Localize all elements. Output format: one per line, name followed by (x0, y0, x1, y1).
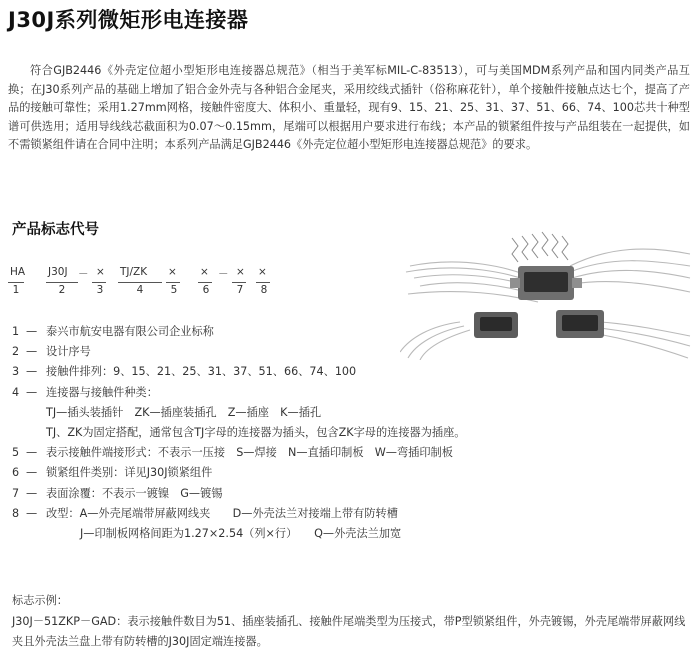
legend-subitem (12, 524, 692, 544)
code-underline (92, 282, 106, 283)
legend-item: 2 — 设计序号 (12, 342, 692, 362)
legend-item: 4 — 连接器与接触件种类： (12, 383, 692, 403)
legend-text: J—印制板网格间距为1.27×2.54（列×行） Q—外壳法兰加宽 (80, 526, 402, 540)
legend-text: 连接器与接触件种类： (46, 385, 158, 399)
code-part-x2: × (168, 266, 177, 278)
legend-text: 表示接触件端接形式：不表示一压接 S—焊接 N—直插印制板 W—弯插印制板 (46, 446, 453, 460)
page-title: J30J系列微矩形电连接器 (8, 8, 249, 32)
legend-number: 6 (12, 466, 20, 480)
legend-number: 2 (12, 345, 20, 359)
code-part-x4: × (236, 266, 245, 278)
code-index: 1 (12, 284, 20, 296)
code-underline (198, 282, 212, 283)
code-index: 7 (236, 284, 244, 296)
code-part-ha: HA (10, 266, 26, 278)
legend-text: 接触件排列：9、15、21、25、31、37、51、66、74、100 (46, 365, 357, 379)
legend-item: 6 — 锁紧组件类别：详见J30J锁紧组件 (12, 463, 692, 483)
code-underline (232, 282, 246, 283)
legend-text: 泰兴市航安电器有限公司企业标称 (46, 325, 214, 338)
legend-text: 表面涂覆：不表示一镀镍 G—镀锡 (46, 486, 223, 500)
code-part-x1: × (96, 266, 105, 278)
legend-number: 1 (12, 325, 20, 338)
code-part-x5: × (258, 266, 267, 278)
legend-number: 4 (12, 385, 20, 399)
section-title: 产品标志代号 (12, 222, 99, 238)
legend-number: 7 (12, 486, 20, 500)
legend-number: 8 (12, 506, 20, 520)
code-underline (8, 282, 24, 283)
legend-number: 5 (12, 446, 20, 460)
code-index: 8 (260, 284, 268, 296)
code-underline (46, 282, 78, 283)
code-index: 2 (58, 284, 66, 296)
code-underline (166, 282, 180, 283)
code-index: 6 (202, 284, 210, 296)
intro-paragraph: 符合GJB2446《外壳定位超小型矩形电连接器总规范》（相当于美军标MIL-C-83513），可与美国MDM系列产品和国内同类产品互换；在J30系列产品的基础上增加了铝合金外壳与各种铝合金尾夹，采用绞线式插针（俗称麻花针），单个接触件接触点达七个，提高了产品的接触可靠性；采用1.27mm网格，接触件密度大、体积小、重量轻，现有9、15、21、25、31、37、51、66、74、100芯共十种型谱可供选用；适用导线线芯截面积为0.07～0.15mm，尾端可以根据用户要求进行布线；本产品的锁紧组件按与产品组装在一起提供，如不需锁紧组件请在合同中注明；本系列产品满足GJB2446《外壳定位超小型矩形电连接器总规范》的要求。 (8, 64, 690, 152)
legend-text: 改型：A—外壳尾端带屏蔽网线夹 D—外壳法兰对接端上带有防转槽 (46, 506, 398, 520)
code-part-x3: × (200, 266, 209, 278)
example-paragraph: J30J－51ZKP－GAD：表示接触件数目为51、插座装插孔、接触件尾端类型为压接式，带P型锁紧组件，外壳镀锡，外壳尾端带屏蔽网线夹且外壳法兰盘上带有防转槽的J30J固定端连接器。 (12, 615, 686, 648)
code-diagram (8, 266, 278, 300)
legend-number: 3 (12, 365, 20, 379)
code-part-dash2: － (218, 268, 229, 280)
legend-subitem (12, 403, 692, 423)
legend-subitem (12, 423, 692, 443)
legend-item: 3 — 接触件排列：9、15、21、25、31、37、51、66、74、100 (12, 362, 692, 382)
legend-text: 设计序号 (46, 345, 91, 359)
code-legend (12, 322, 692, 544)
legend-item: 5 — 表示接触件端接形式：不表示一压接 S—焊接 N—直插印制板 W—弯插印制板 (12, 443, 692, 463)
code-index: 5 (170, 284, 178, 296)
legend-item: 8 — 改型：A—外壳尾端带屏蔽网线夹 D—外壳法兰对接端上带有防转槽 (12, 504, 692, 524)
legend-item: 1 — 泰兴市航安电器有限公司企业标称 (12, 322, 692, 342)
code-part-tjzk: TJ/ZK (120, 266, 148, 278)
intro-section (8, 62, 690, 155)
code-underline (118, 282, 162, 283)
code-part-j30j: J30J (48, 266, 68, 278)
legend-text: TJ—插头装插针 ZK—插座装插孔 Z—插座 K—插孔 (46, 405, 322, 419)
legend-text: TJ、ZK为固定搭配，通常包含TJ字母的连接器为插头，包含ZK字母的连接器为插座。 (46, 425, 466, 439)
example-heading: 标志示例： (12, 594, 68, 607)
legend-item: 7 — 表面涂覆：不表示一镀镍 G—镀锡 (12, 484, 692, 504)
code-index: 3 (96, 284, 104, 296)
code-underline (256, 282, 270, 283)
code-part-dash1: － (78, 268, 89, 280)
code-index: 4 (136, 284, 144, 296)
legend-text: 锁紧组件类别：详见J30J锁紧组件 (46, 466, 213, 480)
example-text (12, 612, 692, 652)
